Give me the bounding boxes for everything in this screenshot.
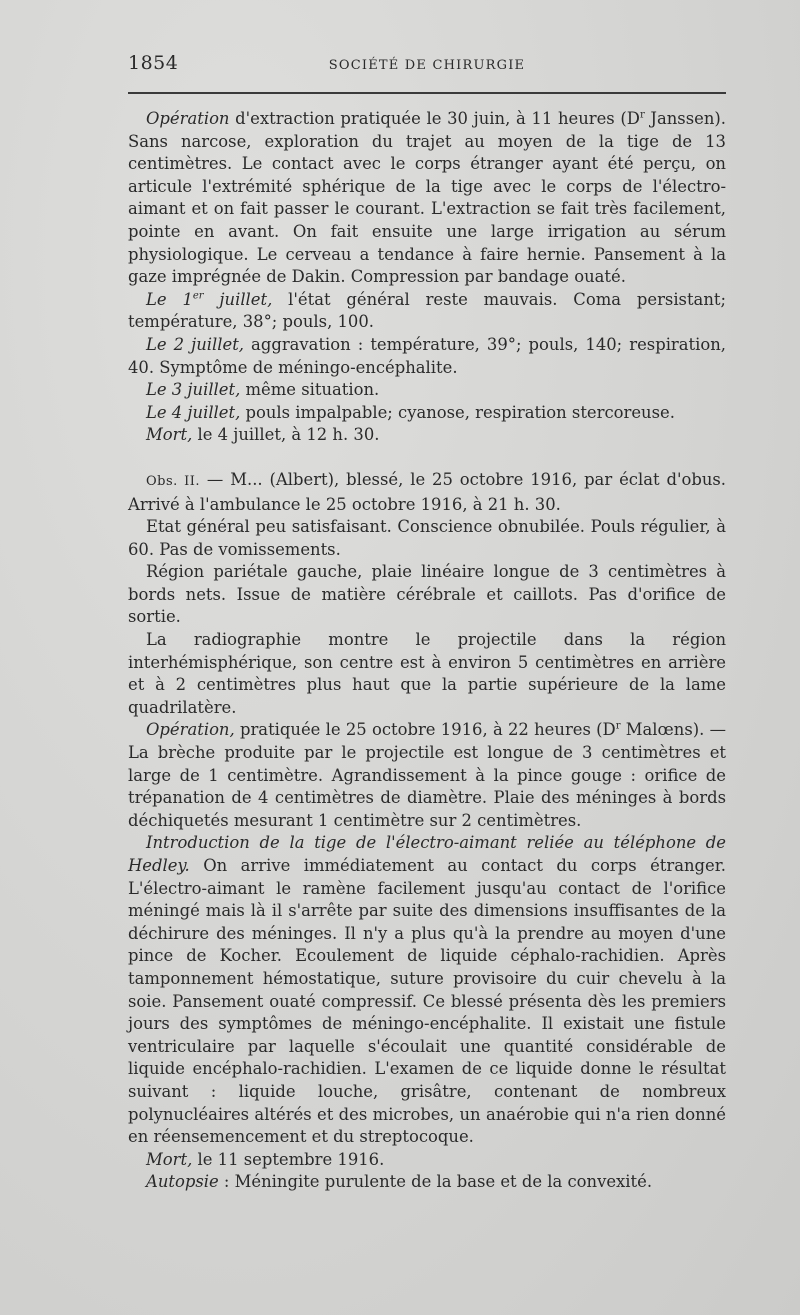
obs2-intro: Obs. II. — M... (Albert), blessé, le 25 octobre 1916, par éclat d'obus. Arrivé à l'ambulance le 25 octobre 1916, à 21 h. 30.	[128, 469, 726, 514]
obs2-introduction: Introduction de la tige de l'électro-aimant reliée au téléphone de Hedley. On arrive immédiatement au contact du corps étranger. L'électro-aimant le ramène facilement jusqu'au contact de l'orifice méningé mais là il s'arrête par suite des dimensions insuffisantes de la déchirure des méninges. Il n'y a plus qu'à la prendre au moyen d'une pince de Kocher. Ecoulement de liquide céphalo-rachidien. Après tamponnement hémostatique, suture provisoire du cuir chevelu à la soie. Pansement ouaté compressif. Ce blessé présenta dès les premiers jours des symptômes de méningo-encéphalite. Il existait une fistule ventriculaire par laquelle s'écoulait une quantité considérable de liquide encéphalo-rachidien. L'examen de ce liquide donne le résultat suivant : liquide louche, grisâtre, contenant de nombreux polynucléaires altérés et des microbes, un anaérobie qui n'a rien donné en réensemencement et du streptocoque.	[128, 833, 726, 1147]
page-number: 1854	[128, 52, 179, 74]
obs1-day4: Le 4 juillet, pouls impalpable; cyanose, respiration stercoreuse.	[146, 402, 675, 422]
obs2-operation: Opération, pratiquée le 25 octobre 1916, à 22 heures ($D^r$ Malœns). — La brèche produite par le projectile est longue de 3 centimètres et large de 1 centimètre. Agrandissement à la pince gouge : orifice de trépanation de 4 centimètres de diamètre. Plaie des méninges à bords déchiquetés mesurant 1 centimètre sur 2 centimètres.	[128, 720, 726, 830]
page-body	[128, 108, 726, 1194]
obs1-day3: Le 3 juillet, même situation.	[146, 380, 380, 400]
running-title: SOCIÉTÉ DE CHIRURGIE	[328, 58, 526, 73]
obs2-state: Etat général peu satisfaisant. Conscience obnubilée. Pouls régulier, à 60. Pas de vomissements.	[128, 517, 726, 559]
obs1-op-label: Opération	[146, 109, 230, 128]
obs1-death: Mort, le 4 juillet, à 12 h. 30.	[146, 425, 380, 445]
header-rule	[128, 92, 726, 94]
obs1-operation-paragraph: Opération d'extraction pratiquée le 30 juin, à 11 heures ($D^r$ Janssen). Sans narcose, exploration du trajet au moyen de la tige de 13 centimètres. Le contact avec le corps étranger ayant été perçu, on articule l'extrémité sphérique de la tige avec le corps de l'électro-aimant et on fait passer le courant. L'extraction se fait très facilement, pointe en avant. On fait ensuite une large irrigation au sérum physiologique. Le cerveau a tendance à faire hernie. Pansement à la gaze imprégnée de Dakin. Compression par bandage ouaté.	[128, 109, 726, 287]
obs2-radiography: La radiographie montre le projectile dans la région interhémisphérique, son centre est à environ 5 centimètres en arrière et à 2 centimètres plus haut que la partie supérieure de la lame quadrilatère.	[128, 630, 726, 717]
obs2-title: Obs. II.	[146, 473, 201, 489]
obs2-autopsy: Autopsie : Méningite purulente de la base et de la convexité.	[146, 1172, 653, 1192]
obs2-death: Mort, le 11 septembre 1916.	[146, 1149, 385, 1169]
section-gap	[128, 447, 726, 469]
obs1-day1: Le 1er juillet, l'état général reste mauvais. Coma persistant; température, 38°; pouls, 100.	[128, 289, 726, 332]
page-header	[128, 52, 726, 82]
obs1-day2: Le 2 juillet, aggravation : température, 39°; pouls, 140; respiration, 40. Symptôme de méningo-encéphalite.	[128, 334, 727, 377]
obs2-region: Région pariétale gauche, plaie linéaire longue de 3 centimètres à bords nets. Issue de matière cérébrale et caillots. Pas d'orifice de sortie.	[128, 562, 726, 627]
